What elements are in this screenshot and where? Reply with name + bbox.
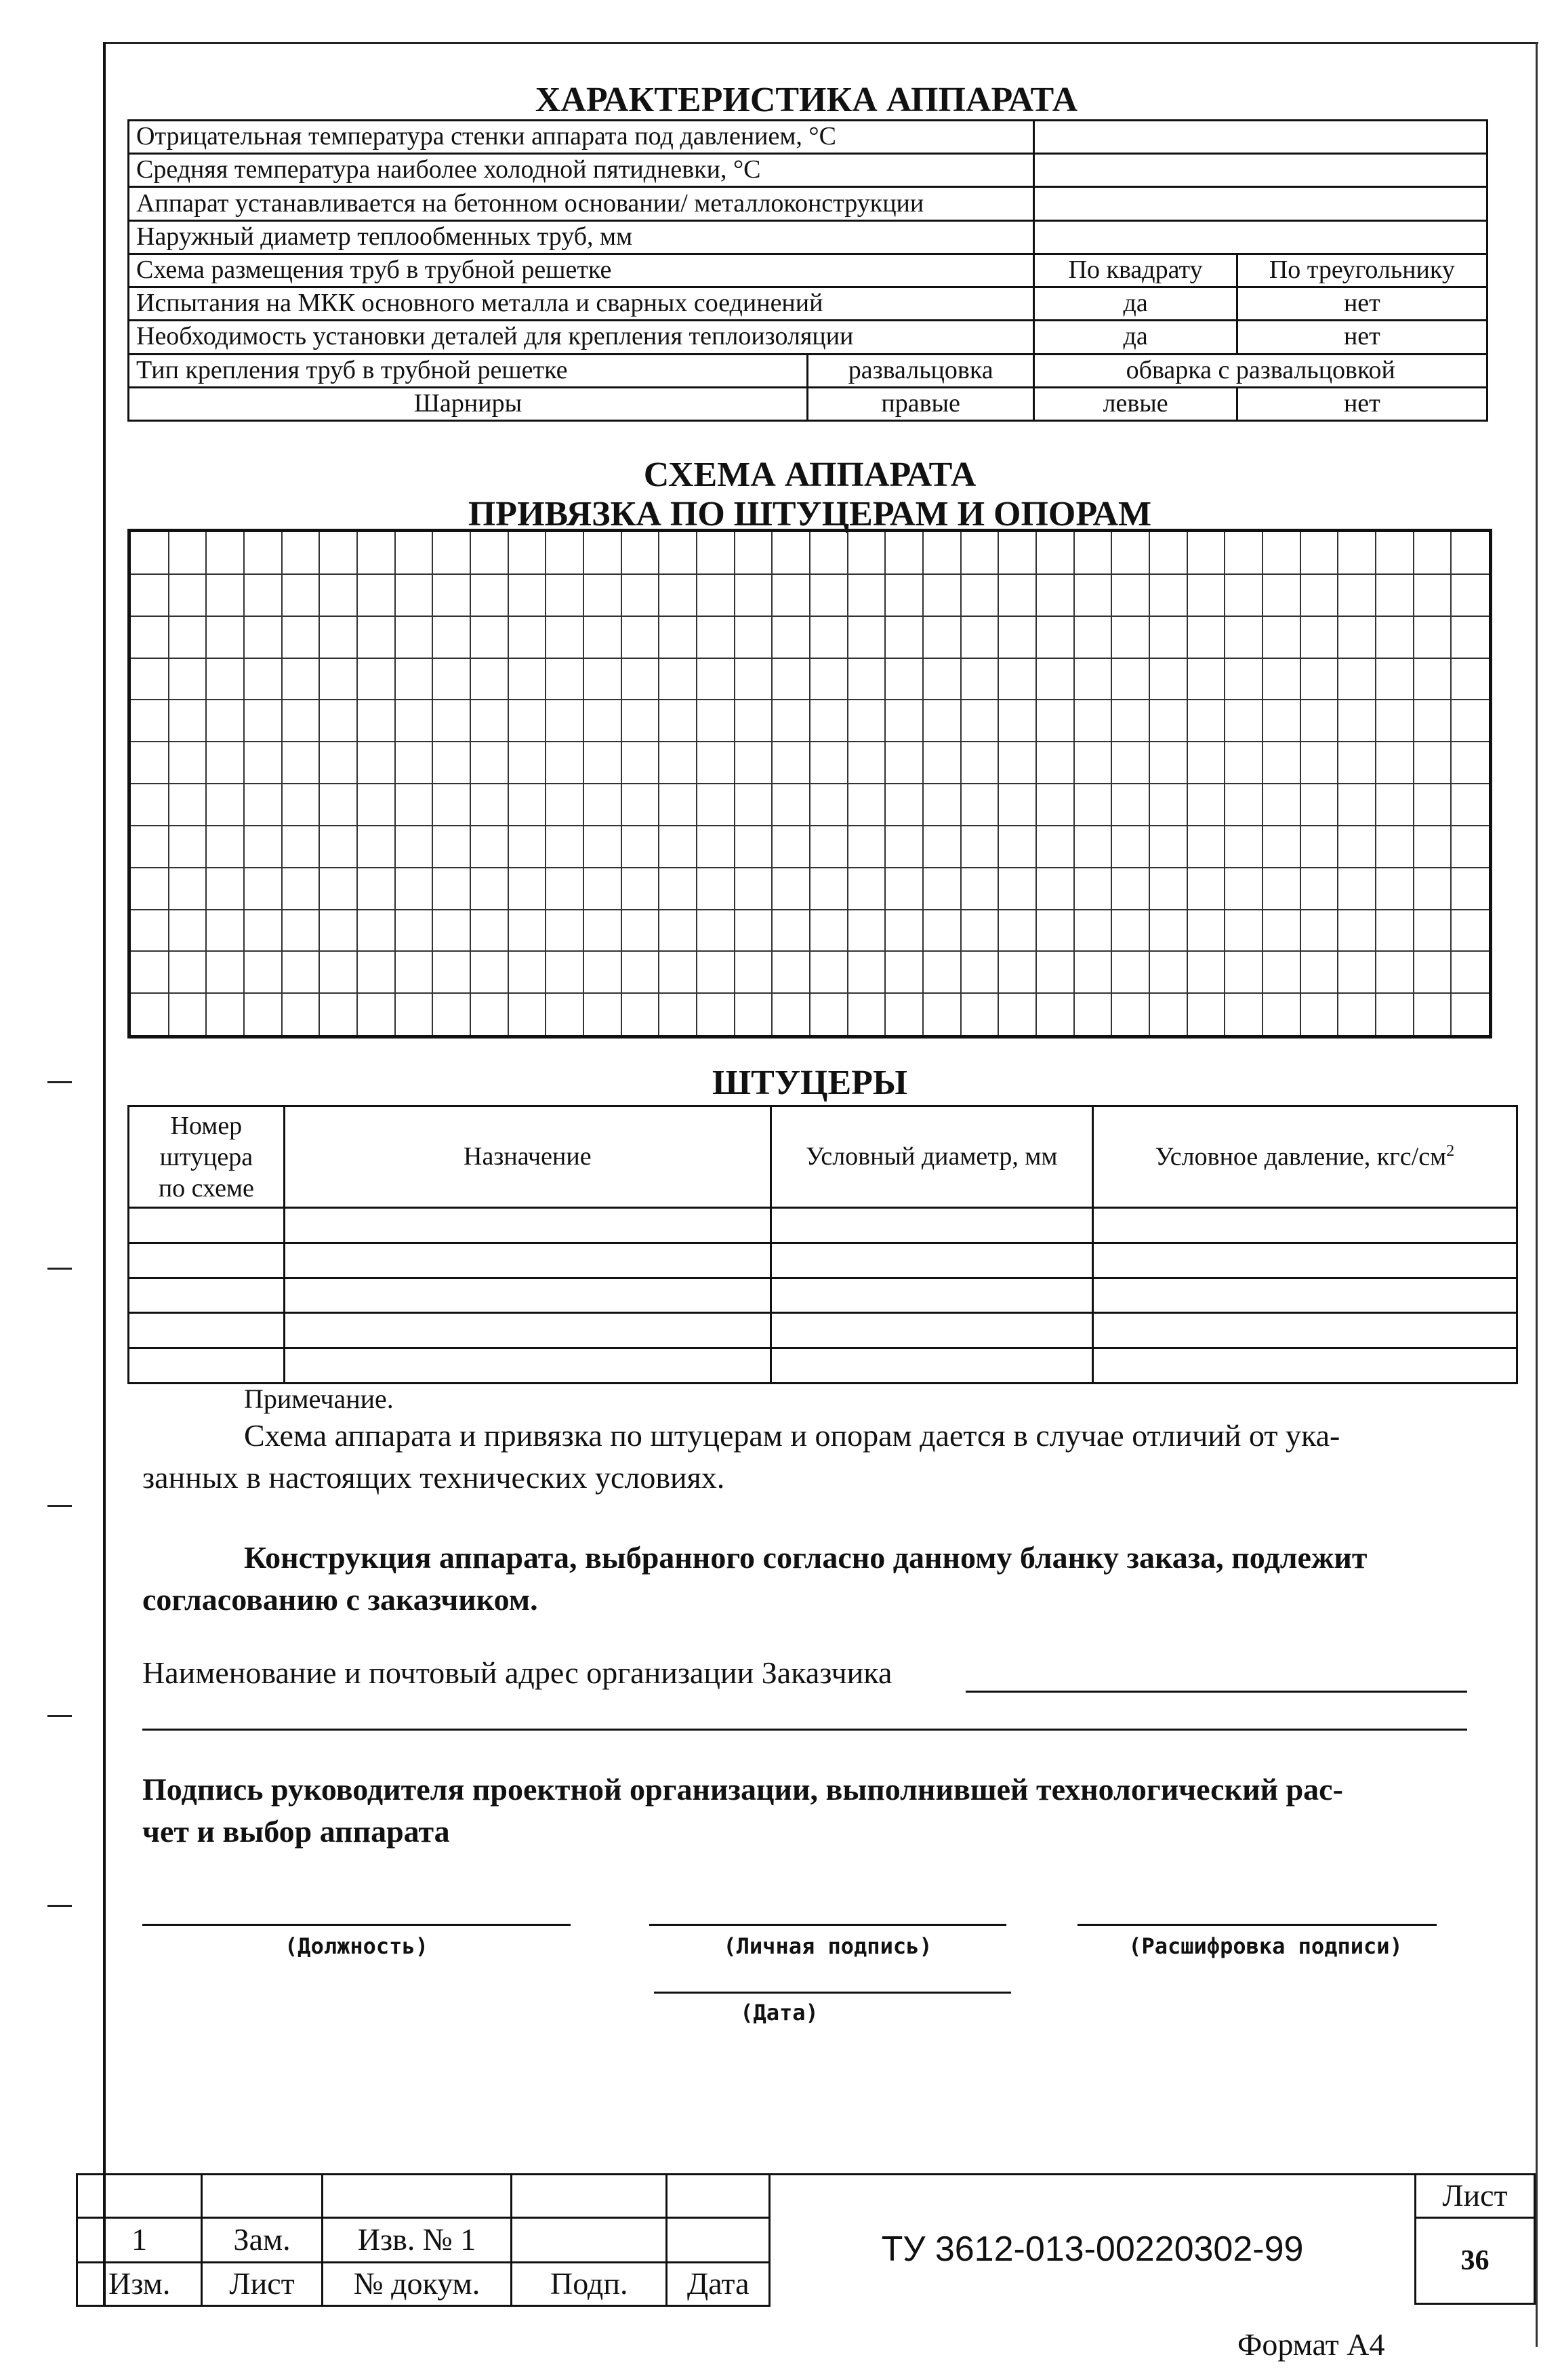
signature-line2: чет и выбор аппарата (142, 1814, 450, 1849)
note-label: Примечание. (244, 1384, 394, 1414)
rev-doc: Изв. № 1 (322, 2218, 511, 2263)
option-cell[interactable]: правые (807, 387, 1034, 420)
cell[interactable] (129, 1243, 285, 1278)
col-sign: Подп. (512, 2263, 667, 2306)
row-label: Аппарат устанавливается на бетонном основании/ металлоконструкции (129, 187, 1034, 220)
header-number-line: штуцера (159, 1142, 253, 1171)
note-text-line1: Схема аппарата и привязка по штуцерам и опорам дается в случае отличий от ука- (244, 1418, 1340, 1453)
table-row (129, 220, 1487, 254)
sheet-number: 36 (1416, 2218, 1535, 2304)
revision-table (76, 2173, 771, 2307)
frame-right-line (1536, 42, 1538, 2347)
row-label: Средняя температура наиболее холодной пятидневки, °С (129, 154, 1034, 187)
cell[interactable] (1092, 1208, 1517, 1243)
scheme-title (129, 456, 1491, 534)
header-diameter: Условный диаметр, мм (771, 1106, 1092, 1208)
signature-decode-line[interactable] (1077, 1924, 1437, 1926)
table-row (129, 1208, 1517, 1243)
scheme-title-line1: СХЕМА АППАРАТА (643, 456, 977, 494)
option-cell[interactable]: да (1034, 287, 1237, 321)
table-row (129, 121, 1487, 154)
table-row (129, 321, 1487, 354)
cell[interactable] (771, 1208, 1092, 1243)
personal-signature-line[interactable] (649, 1924, 1006, 1926)
table-row (129, 187, 1487, 220)
value-cell[interactable] (1034, 187, 1487, 220)
table-row (129, 387, 1487, 420)
sheet-label: Лист (1416, 2175, 1535, 2218)
cell[interactable] (129, 1278, 285, 1313)
sheet-row (1416, 2218, 1535, 2304)
row-label: Шарниры (129, 387, 808, 420)
row-label: Схема размещения труб в трубной решетке (129, 254, 1034, 287)
option-cell[interactable]: обварка с развальцовкой (1034, 354, 1487, 387)
cell[interactable] (771, 1243, 1092, 1278)
col-izm: Изм. (77, 2263, 202, 2306)
position-label: (Должность) (285, 1933, 428, 1959)
col-doc: № докум. (322, 2263, 511, 2306)
row-label: Необходимость установки деталей для крепления теплоизоляции (129, 321, 1034, 354)
sheet-table (1414, 2173, 1536, 2305)
signature-line1: Подпись руководителя проектной организации, выполнившей технологический рас- (142, 1772, 1343, 1807)
revision-row (77, 2175, 770, 2218)
margin-tick (47, 1905, 72, 1907)
cell (512, 2175, 667, 2218)
table-row (129, 354, 1487, 387)
cell[interactable] (129, 1313, 285, 1348)
header-pressure-sup: 2 (1446, 1142, 1455, 1160)
characteristics-table (127, 119, 1488, 422)
table-row (129, 1278, 1517, 1313)
sheet-row (1416, 2175, 1535, 2218)
table-row (129, 1348, 1517, 1384)
date-label: (Дата) (740, 2000, 819, 2025)
note-text-line2: занных в настоящих технических условиях. (142, 1460, 725, 1495)
cell[interactable] (284, 1208, 771, 1243)
cell[interactable] (284, 1243, 771, 1278)
option-cell[interactable]: развальцовка (807, 354, 1034, 387)
format-label: Формат А4 (1237, 2327, 1385, 2362)
table-header-row (129, 1106, 1517, 1208)
frame-top-line (103, 42, 1538, 44)
table-row (129, 154, 1487, 187)
fittings-title: ШТУЦЕРЫ (712, 1064, 907, 1102)
header-pressure (1092, 1106, 1517, 1208)
cell[interactable] (1092, 1348, 1517, 1384)
scheme-title-line2: ПРИВЯЗКА ПО ШТУЦЕРАМ И ОПОРАМ (468, 495, 1152, 533)
value-cell[interactable] (1034, 121, 1487, 154)
value-cell[interactable] (1034, 154, 1487, 187)
revision-header-row (77, 2263, 770, 2306)
table-row (129, 254, 1487, 287)
table-row (129, 1243, 1517, 1278)
customer-label: Наименование и почтовый адрес организации Заказчика (142, 1655, 892, 1690)
cell (667, 2175, 770, 2218)
col-date: Дата (667, 2263, 770, 2306)
option-cell[interactable]: да (1034, 321, 1237, 354)
header-purpose: Назначение (284, 1106, 771, 1208)
personal-signature-label: (Личная подпись) (723, 1933, 932, 1959)
option-cell[interactable]: нет (1237, 287, 1487, 321)
row-label: Тип крепления труб в трубной решетке (129, 354, 808, 387)
col-list: Лист (202, 2263, 322, 2306)
table-row (129, 1313, 1517, 1348)
header-number (129, 1106, 285, 1208)
header-number-line: Номер (170, 1111, 243, 1140)
table-row (129, 287, 1487, 321)
cell (77, 2175, 202, 2218)
cell[interactable] (771, 1313, 1092, 1348)
cell[interactable] (1092, 1313, 1517, 1348)
cell[interactable] (284, 1278, 771, 1313)
margin-tick (47, 1268, 72, 1270)
cell[interactable] (129, 1208, 285, 1243)
frame-left-line (103, 42, 106, 2306)
rev-type: Зам. (202, 2218, 322, 2263)
fittings-table (127, 1105, 1518, 1384)
revision-row (77, 2218, 770, 2263)
option-cell[interactable]: По квадрату (1034, 254, 1237, 287)
agreement-line1: Конструкция аппарата, выбранного согласно данному бланку заказа, подлежит (244, 1540, 1368, 1575)
cell[interactable] (1092, 1243, 1517, 1278)
cell (667, 2218, 770, 2263)
cell[interactable] (771, 1348, 1092, 1384)
signature-decode-label: (Расшифровка подписи) (1128, 1933, 1403, 1959)
header-pressure-text: Условное давление, кгс/см (1155, 1142, 1447, 1171)
margin-tick (47, 1715, 72, 1717)
option-cell[interactable]: нет (1237, 321, 1487, 354)
cell[interactable] (284, 1348, 771, 1384)
cell[interactable] (771, 1278, 1092, 1313)
margin-tick (47, 1505, 72, 1507)
cell (322, 2175, 511, 2218)
agreement-line2: согласованию с заказчиком. (142, 1582, 538, 1617)
cell (202, 2175, 322, 2218)
cell[interactable] (1092, 1278, 1517, 1313)
option-cell[interactable]: нет (1237, 387, 1487, 420)
header-number-line: по схеме (158, 1173, 254, 1203)
cell[interactable] (129, 1348, 285, 1384)
row-label: Отрицательная температура стенки аппарата под давлением, °С (129, 121, 1034, 154)
document-designation: ТУ 3612-013-00220302-99 (881, 2230, 1304, 2269)
option-cell[interactable]: левые (1034, 387, 1237, 420)
row-label: Наружный диаметр теплообменных труб, мм (129, 220, 1034, 254)
characteristics-title: ХАРАКТЕРИСТИКА АППАРАТА (535, 81, 1078, 119)
rev-number: 1 (77, 2218, 202, 2263)
margin-tick (47, 1081, 72, 1083)
customer-input-line-2[interactable] (142, 1729, 1467, 1731)
option-cell[interactable]: По треугольнику (1237, 254, 1487, 287)
value-cell[interactable] (1034, 220, 1487, 254)
date-line[interactable] (654, 1992, 1011, 1994)
row-label: Испытания на МКК основного металла и сварных соединений (129, 287, 1034, 321)
scheme-grid[interactable] (127, 529, 1492, 1038)
cell[interactable] (284, 1313, 771, 1348)
position-line[interactable] (142, 1924, 571, 1926)
grid-lines (131, 532, 1489, 1035)
customer-input-line[interactable] (966, 1691, 1467, 1693)
cell (512, 2218, 667, 2263)
